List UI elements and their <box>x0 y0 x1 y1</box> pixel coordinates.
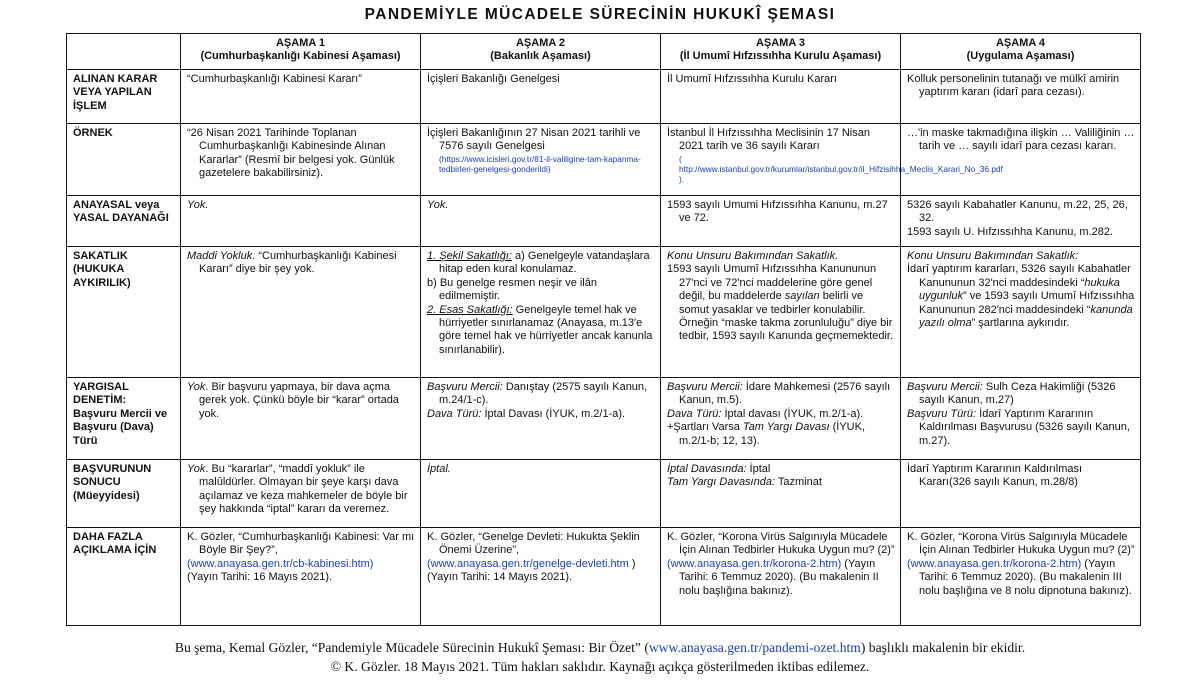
row-sakatlik <box>67 247 1141 378</box>
cell-karar-2: İçişleri Bakanlığı Genelgesi <box>421 70 661 124</box>
cell-sakatlik-1: Maddi Yokluk. “Cumhurbaşkanlığı Kabinesi Kararı” diye bir şey yok. <box>181 247 421 378</box>
cell-sonuc-1: Yok. Bu “kararlar”, “maddî yokluk” ile malûldürler. Olmayan bir şeye karşı dava açılamaz ve keza mahkemeler de böyle bir şey hakkında “iptal” kararı da veremez. <box>181 460 421 528</box>
cell-fazla-2: K. Gözler, “Genelge Devleti: Hukukta Şeklin Önemi Üzerine”, (www.anayasa.gen.tr/genelge-devleti.htm ) (Yayın Tarihi: 14 Mayıs 2021). <box>421 528 661 626</box>
cell-dayanak-2: Yok. <box>421 196 661 247</box>
cell-sakatlik-3: Konu Unsuru Bakımından Sakatlık. 1593 sayılı Umumî Hıfzıssıhha Kanununun 27'nci ve 72'nci maddelerine göre genel değil, bu maddelerde sayılan belirli ve somut yasaklar ve tedbirler konulabilir. Örneğin “maske takma zorunluluğu” diye bir tedbir, 1593 sayılı Kanunda geçmemektedir. <box>661 247 901 378</box>
row-label-karar: ALINAN KARAR VEYA YAPILAN İŞLEM <box>67 70 181 124</box>
row-ornek <box>67 124 1141 196</box>
cell-sonuc-2: İptal. <box>421 460 661 528</box>
row-dayanak <box>67 196 1141 247</box>
link-genelge-devleti[interactable]: (www.anayasa.gen.tr/genelge-devleti.htm <box>427 557 629 570</box>
cell-sakatlik-2: 1. Şekil Sakatlığı: a) Genelgeyle vatandaşlara hitap eden kural konulamaz. b) Bu genelge resmen neşir ve ilân edilmemiştir. 2. Esas Sakatlığı: Genelgeyle temel hak ve hürriyetler sınırlanamaz (Anayasa, m.13'e göre temel hak ve hürriyetler ancak kanunla sınırlanabilir). <box>421 247 661 378</box>
cell-denetim-2: Başvuru Mercii: Danıştay (2575 sayılı Kanun, m.24/1-c). Dava Türü: İptal Davası (İYUK, m.2/1-a). <box>421 378 661 460</box>
row-label-dayanak: ANAYASAL veya YASAL DAYANAĞI <box>67 196 181 247</box>
row-fazla <box>67 528 1141 626</box>
cell-fazla-3: K. Gözler, “Korona Virüs Salgınıyla Mücadele İçin Alınan Tedbirler Hukuka Uygun mu? (2)” (www.anayasa.gen.tr/korona-2.htm) (Yayın Tarihi: 6 Temmuz 2020). (Bu makalenin II nolu başlığına bakınız). <box>661 528 901 626</box>
link-cb-kabinesi[interactable]: (www.anayasa.gen.tr/cb-kabinesi.htm) <box>187 557 374 570</box>
row-denetim <box>67 378 1141 460</box>
cell-karar-3: İl Umumî Hıfzıssıhha Kurulu Kararı <box>661 70 901 124</box>
cell-denetim-4: Başvuru Mercii: Sulh Ceza Hakimliği (5326 sayılı Kanun, m.27) Başvuru Türü: İdarî Yaptırım Kararının Kaldırılması Başvurusu (5326 sayılı Kanun, m.27). <box>901 378 1141 460</box>
footer-link[interactable]: www.anayasa.gen.tr/pandemi-ozet.htm <box>648 640 861 655</box>
cell-dayanak-1: Yok. <box>181 196 421 247</box>
header-stage-1: AŞAMA 1 (Cumhurbaşkanlığı Kabinesi Aşaması) <box>181 34 421 70</box>
cell-ornek-4: …'in maske takmadığına ilişkin … Valiliğinin … tarih ve … sayılı idarî para cezası kararı. <box>901 124 1141 196</box>
row-label-sakatlik: SAKATLIK (HUKUKA AYKIRILIK) <box>67 247 181 378</box>
cell-ornek-1: “26 Nisan 2021 Tarihinde Toplanan Cumhurbaşkanlığı Kabinesinde Alınan Kararlar” (Resmî bir belgesi yok. Günlük gazetelere bakabilirsiniz). <box>181 124 421 196</box>
row-sonuc <box>67 460 1141 528</box>
row-label-fazla: DAHA FAZLA AÇIKLAMA İÇİN <box>67 528 181 626</box>
cell-fazla-1: K. Gözler, “Cumhurbaşkanlığı Kabinesi: Var mı Böyle Bir Şey?”, (www.anayasa.gen.tr/cb-kabinesi.htm) (Yayın Tarihi: 16 Mayıs 2021). <box>181 528 421 626</box>
link-istanbul[interactable]: ( http://www.istanbul.gov.tr/kurumlar/istanbul.gov.tr/il_Hifzisihha_Meclis_Karari_No_36.pdf ). <box>679 153 1003 184</box>
cell-ornek-3: İstanbul İl Hıfzıssıhha Meclisinin 17 Nisan 2021 tarih ve 36 sayılı Kararı ( http://www.istanbul.gov.tr/kurumlar/istanbul.gov.tr/il_Hifzisihha_Meclis_Karari_No_36.pdf ). <box>661 124 901 196</box>
link-korona-2-a[interactable]: (www.anayasa.gen.tr/korona-2.htm) <box>667 557 842 570</box>
cell-ornek-2: İçişleri Bakanlığının 27 Nisan 2021 tarihli ve 7576 sayılı Genelgesi (https://www.icisleri.gov.tr/81-il-valiligine-tam-kapanma-tedbirleri-genelgesi-gonderildi) <box>421 124 661 196</box>
cell-karar-1: “Cumhurbaşkanlığı Kabinesi Kararı” <box>181 70 421 124</box>
footer-line-2: © K. Gözler. 18 Mayıs 2021. Tüm hakları saklıdır. Kaynağı açıkça gösterilmeden iktibas edilemez. <box>330 659 870 674</box>
row-label-ornek: ÖRNEK <box>67 124 181 196</box>
legal-schema-table <box>66 33 1141 626</box>
cell-dayanak-4: 5326 sayılı Kabahatler Kanunu, m.22, 25, 26, 32. 1593 sayılı U. Hıfzıssıhha Kanunu, m.282. <box>901 196 1141 247</box>
cell-dayanak-3: 1593 sayılı Umumi Hıfzıssıhha Kanunu, m.27 ve 72. <box>661 196 901 247</box>
cell-karar-4: Kolluk personelinin tutanağı ve mülkî amirin yaptırım kararı (idarî para cezası). <box>901 70 1141 124</box>
cell-denetim-1: Yok. Bir başvuru yapmaya, bir dava açma gerek yok. Çünkü böyle bir “karar” ortada yok. <box>181 378 421 460</box>
link-icisleri[interactable]: (https://www.icisleri.gov.tr/81-il-valiligine-tam-kapanma-tedbirleri-genelgesi-gonderildi) <box>439 153 641 174</box>
header-stage-2: AŞAMA 2 (Bakanlık Aşaması) <box>421 34 661 70</box>
page-title: PANDEMİYLE MÜCADELE SÜRECİNİN HUKUKÎ ŞEMASI <box>364 6 836 23</box>
cell-fazla-4: K. Gözler, “Korona Virüs Salgınıyla Mücadele İçin Alınan Tedbirler Hukuka Uygun mu? (2)” (www.anayasa.gen.tr/korona-2.htm) (Yayın Tarihi: 6 Temmuz 2020). (Bu makalenin III nolu başlığına ve 8 nolu dipnotuna bakınız). <box>901 528 1141 626</box>
row-karar <box>67 70 1141 124</box>
footer-line-1: Bu şema, Kemal Gözler, “Pandemiyle Mücadele Sürecinin Hukukî Şeması: Bir Özet” (www.anayasa.gen.tr/pandemi-ozet.htm) başlıklı makalenin bir ekidir. <box>174 640 1026 655</box>
header-empty <box>67 34 181 70</box>
cell-denetim-3: Başvuru Mercii: İdare Mahkemesi (2576 sayılı Kanun, m.5). Dava Türü: İptal davası (İYUK, m.2/1-a). +Şartları Varsa Tam Yargı Davası (İYUK, m.2/1-b; 12, 13). <box>661 378 901 460</box>
cell-sakatlik-4: Konu Unsuru Bakımından Sakatlık: İdarî yaptırım kararları, 5326 sayılı Kabahatler Kanununun 32'nci maddesindeki “hukuka uygunluk” ve 1593 sayılı Umumî Hıfzıssıhha Kanununun 282'nci maddesindeki “kanunda yazılı olma” şartlarına aykırıdır. <box>901 247 1141 378</box>
link-korona-2-b[interactable]: (www.anayasa.gen.tr/korona-2.htm) <box>907 557 1082 570</box>
header-stage-4: AŞAMA 4 (Uygulama Aşaması) <box>901 34 1141 70</box>
row-label-sonuc: BAŞVURUNUN SONUCU (Müeyyidesi) <box>67 460 181 528</box>
footer <box>0 638 1200 676</box>
cell-sonuc-4: İdarî Yaptırım Kararının Kaldırılması Kararı(326 sayılı Kanun, m.28/8) <box>901 460 1141 528</box>
header-row <box>67 34 1141 70</box>
row-label-denetim: YARGISAL DENETİM: Başvuru Mercii ve Başvuru (Dava) Türü <box>67 378 181 460</box>
header-stage-3: AŞAMA 3 (İl Umumî Hıfzıssıhha Kurulu Aşaması) <box>661 34 901 70</box>
cell-sonuc-3: İptal Davasında: İptal Tam Yargı Davasında: Tazminat <box>661 460 901 528</box>
